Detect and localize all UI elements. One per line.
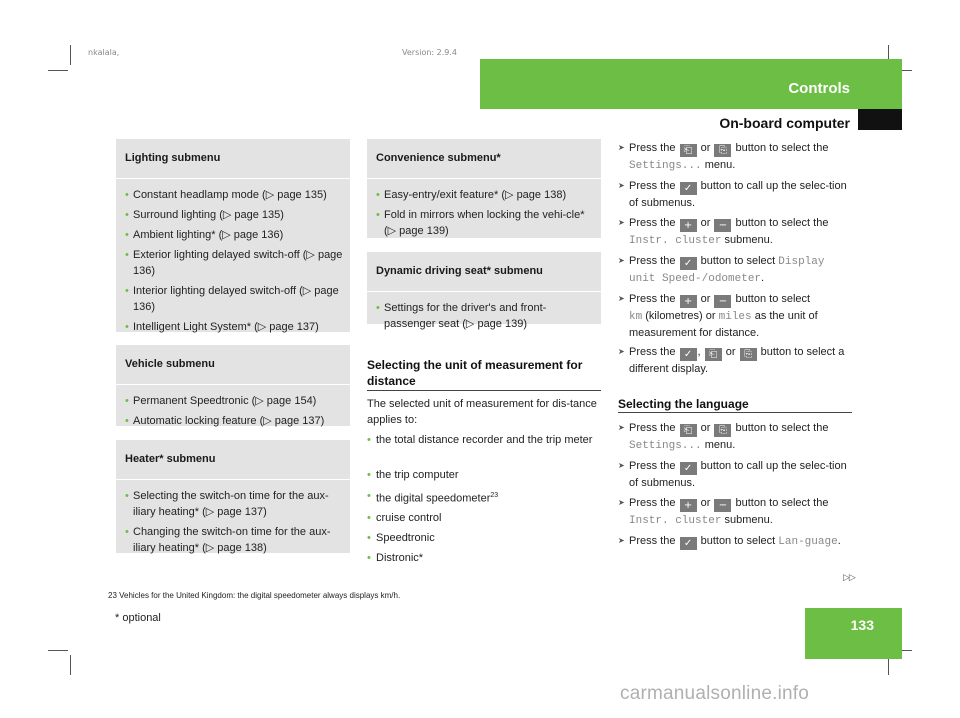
list-item: • Interior lighting delayed switch-off (▷ page 136) xyxy=(125,283,344,315)
list-item: • Easy-entry/exit feature* (▷ page 138) xyxy=(376,187,595,203)
lighting-list xyxy=(116,179,350,335)
box-title: Lighting submenu xyxy=(116,139,350,179)
menu-name: Settings... xyxy=(629,160,702,172)
unit-heading: Selecting the unit of measurement for distance xyxy=(367,358,583,388)
step-item xyxy=(618,178,854,211)
step-item: ➤ Press the ✓ button to select Lan-guage. xyxy=(618,533,854,550)
minus-button-icon: − xyxy=(714,295,731,308)
menu-name: Display unit Speed-/odometer xyxy=(629,256,825,285)
crop-mark xyxy=(70,655,71,675)
crop-mark xyxy=(70,45,71,65)
unit-value: km xyxy=(629,311,643,323)
box-title: Dynamic driving seat* submenu xyxy=(367,252,601,292)
crop-mark xyxy=(48,650,68,651)
step-item: ➤ Press the ✓ button to select Display unit Speed-/odometer. xyxy=(618,253,854,287)
thumb-tab xyxy=(858,109,902,130)
section-title: Controls xyxy=(788,80,850,97)
step-text: or xyxy=(700,142,711,154)
step-text: Press the xyxy=(629,217,676,229)
step-text: button to call up the selec-tion of submenus. xyxy=(629,180,847,209)
list-item: • Intelligent Light System* (▷ page 137) xyxy=(125,319,344,335)
step-text: Press the xyxy=(629,180,676,192)
list-item: • Constant headlamp mode (▷ page 135) xyxy=(125,187,344,203)
optional-note: * optional xyxy=(115,612,161,624)
plus-button-icon: + xyxy=(680,219,697,232)
page-number-box xyxy=(805,608,902,659)
step-text: Press the xyxy=(629,460,676,472)
footnote-number: 23 xyxy=(108,591,117,600)
vehicle-submenu-box xyxy=(116,345,350,426)
step-item xyxy=(618,140,854,174)
box-title: Convenience submenu* xyxy=(367,139,601,179)
list-item: • Surround lighting (▷ page 135) xyxy=(125,207,344,223)
list-item: • Distronic* xyxy=(367,550,601,566)
footnote-text: Vehicles for the United Kingdom: the digital speedometer always displays km/h. xyxy=(119,591,401,600)
heater-list xyxy=(116,480,350,556)
reset-button-icon: ⎘ xyxy=(714,144,731,157)
check-button-icon: ✓ xyxy=(680,182,697,195)
check-button-icon: ✓ xyxy=(680,537,697,550)
list-item: • Exterior lighting delayed switch-off (▷ page 136) xyxy=(125,247,344,279)
dynamic-list xyxy=(367,292,601,332)
list-item: • the total distance recorder and the trip meter xyxy=(367,432,601,448)
step-text: Press the xyxy=(629,255,676,267)
step-text: Press the xyxy=(629,346,676,358)
step-text: button to select the xyxy=(735,422,829,434)
step-text: or xyxy=(700,497,711,509)
menu-name: Instr. cluster xyxy=(629,515,722,527)
crop-mark xyxy=(48,70,68,71)
step-text: or xyxy=(700,293,711,305)
intro-paragraph: The selected unit of measurement for dis-tance applies to: xyxy=(367,398,597,426)
language-heading: Selecting the language xyxy=(618,397,749,411)
page-number: 133 xyxy=(850,617,874,633)
step-text: button to select a different display. xyxy=(629,346,845,375)
step-text: as the unit of measurement for distance. xyxy=(629,310,818,339)
footnote xyxy=(108,591,400,600)
dynamic-seat-submenu-box xyxy=(367,252,601,330)
list-item xyxy=(367,488,601,507)
menu-name: Settings... xyxy=(629,440,702,452)
heading-rule xyxy=(618,412,852,413)
step-text: Press the xyxy=(629,142,676,154)
step-text: Press the xyxy=(629,293,676,305)
reset-button-icon: ⎗ xyxy=(680,144,697,157)
step-text: Press the xyxy=(629,535,676,547)
step-text: or xyxy=(725,346,736,358)
reset-button-icon: ⎘ xyxy=(740,348,757,361)
unit-value: miles xyxy=(718,311,752,323)
reset-button-icon: ⎘ xyxy=(714,424,731,437)
step-text: menu. xyxy=(704,439,736,451)
list-item: • Fold in mirrors when locking the vehi-cle* (▷ page 139) xyxy=(376,207,595,239)
box-title: Heater* submenu xyxy=(116,440,350,480)
convenience-list xyxy=(367,179,601,239)
bullet-text: the digital speedometer xyxy=(376,492,491,505)
reset-button-icon: ⎗ xyxy=(705,348,722,361)
step-text: button to select the xyxy=(735,497,829,509)
menu-name: Instr. cluster xyxy=(629,235,722,247)
step-item xyxy=(618,495,854,529)
step-text: button to select xyxy=(735,293,811,305)
check-button-icon: ✓ xyxy=(680,348,697,361)
box-title: Vehicle submenu xyxy=(116,345,350,385)
plus-button-icon: + xyxy=(680,295,697,308)
step-text: Press the xyxy=(629,497,676,509)
watermark: carmanualsonline.info xyxy=(620,683,810,704)
check-button-icon: ✓ xyxy=(680,462,697,475)
plus-button-icon: + xyxy=(680,499,697,512)
heading-rule xyxy=(367,390,601,391)
continue-arrows-icon: ▷▷ xyxy=(843,572,855,582)
step-item xyxy=(618,291,854,341)
step-text: button to select the xyxy=(735,217,829,229)
minus-button-icon: − xyxy=(714,219,731,232)
step-text: menu. xyxy=(704,159,736,171)
step-item xyxy=(618,420,854,454)
step-text: button to call up the selec-tion of submenus. xyxy=(629,460,847,489)
list-item: • Automatic locking feature (▷ page 137) xyxy=(125,413,344,429)
list-item: • Ambient lighting* (▷ page 136) xyxy=(125,227,344,243)
list-item: • Changing the switch-on time for the aux-iliary heating* (▷ page 138) xyxy=(125,524,344,556)
step-item xyxy=(618,215,854,249)
footnote-ref: 23 xyxy=(490,492,499,499)
step-text: submenu. xyxy=(724,514,773,526)
vehicle-list xyxy=(116,385,350,429)
header-meta-version: Version: 2.9.4 xyxy=(402,48,458,57)
list-item: • Selecting the switch-on time for the aux-iliary heating* (▷ page 137) xyxy=(125,488,344,520)
step-text: button to select xyxy=(700,535,776,547)
convenience-submenu-box xyxy=(367,139,601,238)
step-text: Press the xyxy=(629,422,676,434)
step-text: or xyxy=(700,217,711,229)
step-text: button to select the xyxy=(735,142,829,154)
reset-button-icon: ⎗ xyxy=(680,424,697,437)
list-item: • Settings for the driver's and front-passenger seat (▷ page 139) xyxy=(376,300,595,332)
list-item: • the trip computer xyxy=(367,467,601,483)
step-item xyxy=(618,458,854,491)
check-button-icon: ✓ xyxy=(680,257,697,270)
step-text: submenu. xyxy=(724,234,773,246)
menu-name: Lan-guage xyxy=(778,536,838,548)
step-text: button to select xyxy=(700,255,776,267)
lighting-submenu-box xyxy=(116,139,350,332)
page-title: On-board computer xyxy=(719,115,850,131)
step-text: or xyxy=(700,422,711,434)
list-item: • Speedtronic xyxy=(367,530,601,546)
minus-button-icon: − xyxy=(714,499,731,512)
step-item: ➤ Press the ✓ , ⎗ or ⎘ button to select a different display. xyxy=(618,344,854,377)
list-item: • cruise control xyxy=(367,510,601,526)
header-meta-left: nkalala, xyxy=(88,48,120,57)
heater-submenu-box xyxy=(116,440,350,553)
list-item: • Permanent Speedtronic (▷ page 154) xyxy=(125,393,344,409)
step-text: (kilometres) or xyxy=(645,310,716,322)
